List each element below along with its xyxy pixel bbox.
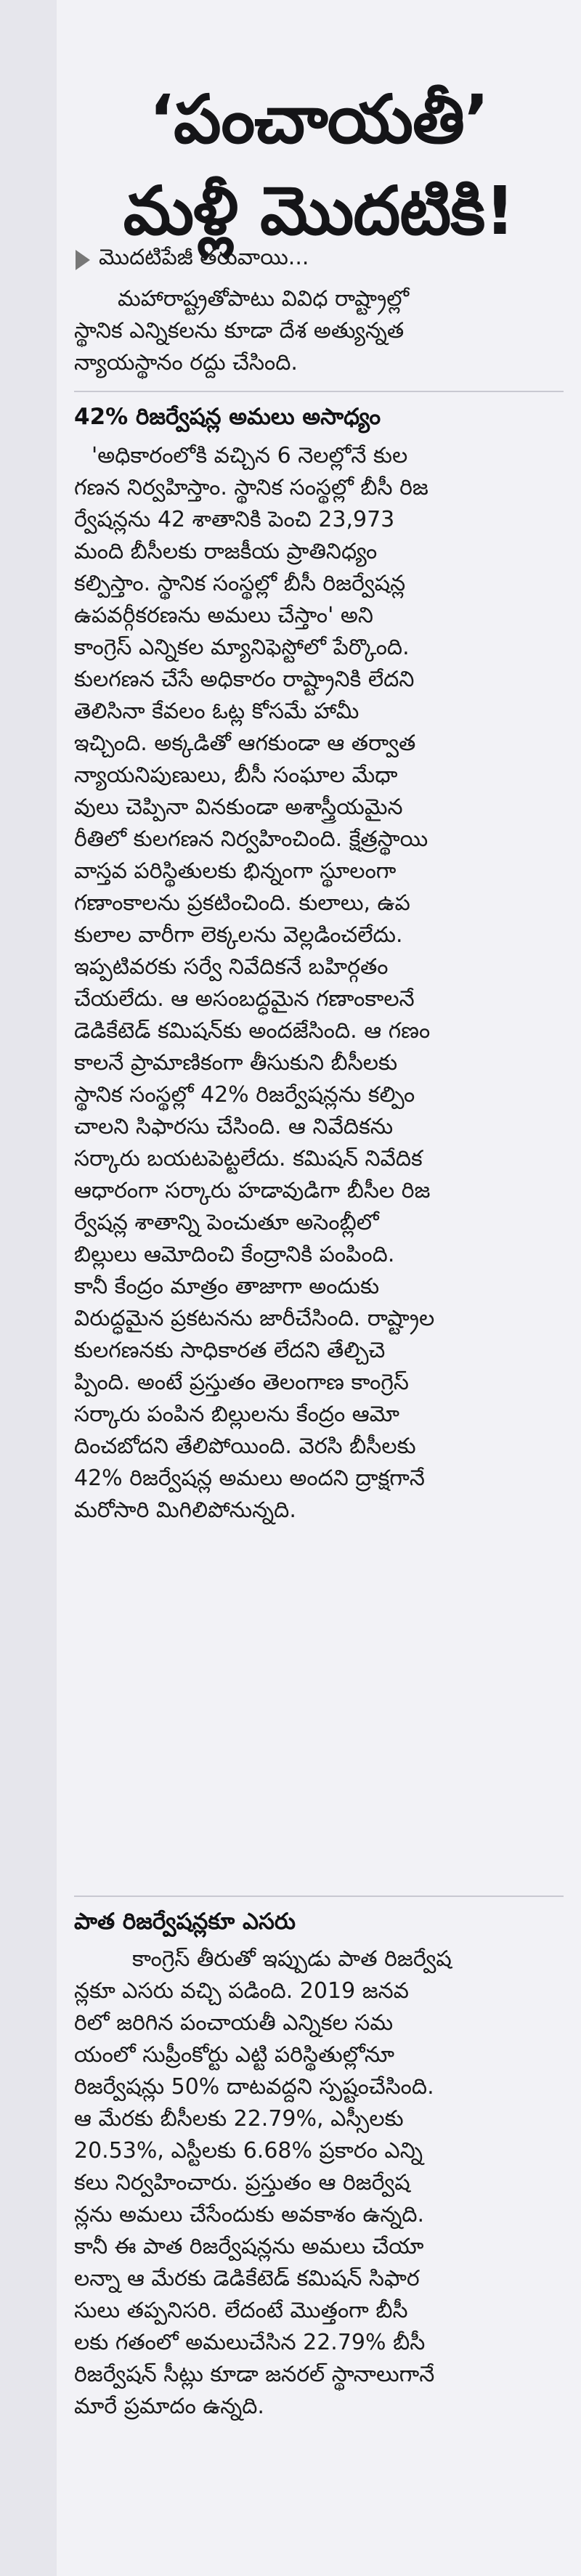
text-line: ఇప్పటివరకు సర్వే నివేదికనే బహిర్గతం [74, 954, 389, 980]
headline-line-1: ‘పంచాయతీ’ [149, 80, 489, 158]
text-line: చేయలేదు. ఆ అసంబద్ధమైన గణాంకాలనే [74, 986, 415, 1012]
text-line: 'అధికారంలోకి వచ్చిన 6 నెలల్లోనే కుల [92, 443, 408, 468]
text-line: రీతిలో కులగణన నిర్వహించింది. క్షేత్రస్థాయి [74, 826, 428, 852]
text-line: సర్కారు పంపిన బిల్లులను కేంద్రం ఆమో [74, 1402, 400, 1427]
text-line: దించబోదని తేలిపోయింది. వెరసి బీసీలకు [74, 1434, 416, 1459]
text-line: కాంగ్రెస్ ఎన్నికల మ్యానిఫెస్టోలో పేర్కొంది. [74, 635, 410, 660]
text-line: వులు చెప్పినా వినకుండా అశాస్త్రీయమైన [74, 795, 403, 820]
text-line: ఇచ్చింది. అక్కడితో ఆగకుండా ఆ తర్వాత [74, 731, 416, 756]
text-line: మరోసారి మిగిలిపోనున్నది. [74, 1498, 296, 1523]
section-1-body [74, 440, 564, 1527]
section-heading-1: 42% రిజర్వేషన్ల అమలు అసాధ్యం [74, 404, 381, 430]
text-line: రిజర్వేషన్ సీట్లు కూడా జనరల్ స్థానాలుగానే [74, 2362, 435, 2387]
text-line: రిజర్వేషన్లు 50% దాటవద్దని స్పష్టంచేసింది. [74, 2074, 434, 2100]
text-line: ర్వేషన్లను 42 శాతానికి పెంచి 23,973 [74, 507, 395, 532]
continued-label: మొదటిపేజీ తరువాయి... [99, 245, 309, 270]
text-line: కాంగ్రెస్ తీరుతో ఇప్పుడు పాత రిజర్వేష [132, 1946, 452, 1972]
text-line: తెలిసినా కేవలం ఓట్ల కోసమే హామీ [74, 699, 359, 724]
text-line: రిలో జరిగిన పంచాయతీ ఎన్నికల సమ [74, 2010, 394, 2036]
text-line: కులగణన చేసే అధికారం రాష్ట్రానికి లేదని [74, 667, 415, 692]
text-line: సర్కారు బయటపెట్టలేదు. కమిషన్ నివేదిక [74, 1146, 423, 1171]
text-line: యంలో సుప్రీంకోర్టు ఎట్టి పరిస్థితుల్లోనూ [74, 2042, 395, 2068]
text-line: న్లకూ ఎసరు వచ్చి పడింది. 2019 జనవ [74, 1978, 410, 2004]
text-line: కాలనే ప్రామాణికంగా తీసుకుని బీసీలకు [74, 1050, 398, 1076]
continued-from-front-page [76, 244, 309, 276]
text-line: ర్వేషన్ల శాతాన్ని పెంచుతూ అసెంబ్లీలో [74, 1210, 379, 1235]
text-line: న్యాయనిపుణులు, బీసీ సంఘాల మేధా [74, 763, 398, 788]
text-line: డెడికేటెడ్ కమిషన్‌కు అందజేసింది. ఆ గణం [74, 1018, 431, 1044]
text-line: ప్పింది. అంటే ప్రస్తుతం తెలంగాణ కాంగ్రెస్ [74, 1370, 409, 1395]
text-line: ఆ మేరకు బీసీలకు 22.79%, ఎస్సీలకు [74, 2106, 404, 2132]
text-line: వాస్తవ పరిస్థితులకు భిన్నంగా స్థూలంగా [74, 858, 397, 884]
intro-paragraph [74, 283, 564, 379]
text-line: న్లను అమలు చేసేందుకు అవకాశం ఉన్నది. [74, 2202, 425, 2227]
text-line: కల్పిస్తాం. స్థానిక సంస్థల్లో బీసీ రిజర్వేషన్ల [74, 571, 406, 596]
text-line: కులగణనకు సాధికారత లేదని తేల్చిచె [74, 1338, 386, 1363]
text-line: మహారాష్ట్రతోపాటు వివిధ రాష్ట్రాల్లో [118, 286, 410, 312]
text-line: సులు తప్పనిసరి. లేదంటే మొత్తంగా బీసీ [74, 2298, 408, 2323]
section-2-body [74, 1943, 564, 2423]
text-line: కానీ కేంద్రం మాత్రం తాజాగా అందుకు [74, 1274, 380, 1299]
triangle-arrow-icon [76, 250, 90, 270]
text-line: గణాంకాలను ప్రకటించింది. కులాలు, ఉప [74, 890, 410, 916]
text-line: బిల్లులు ఆమోదించి కేంద్రానికి పంపింది. [74, 1242, 395, 1267]
text-line: లకు గతంలో అమలుచేసిన 22.79% బీసీ [74, 2330, 426, 2355]
headline-line-2: మళ్లీ మొదటికి! [123, 171, 515, 250]
text-line: కులాల వారీగా లెక్కలను వెల్లడించలేదు. [74, 922, 403, 948]
section-divider [74, 1896, 564, 1897]
text-line: కలు నిర్వహించారు. ప్రస్తుతం ఆ రిజర్వేష [74, 2170, 410, 2195]
text-line: 42% రిజర్వేషన్ల అమలు అందని ద్రాక్షగానే [74, 1466, 425, 1491]
section-divider [74, 391, 564, 392]
text-line: లన్నా ఆ మేరకు డెడికేటెడ్ కమిషన్ సిఫార [74, 2266, 420, 2291]
article-headline [57, 74, 581, 257]
text-line: స్థానిక సంస్థల్లో 42% రిజర్వేషన్లను కల్పిం [74, 1082, 415, 1108]
text-line: ఆధారంగా సర్కారు హడావుడిగా బీసీల రిజ [74, 1178, 431, 1203]
section-heading-2: పాత రిజర్వేషన్లకూ ఎసరు [74, 1909, 296, 1935]
text-line: విరుద్ధమైన ప్రకటనను జారీచేసింది. రాష్ట్రాల [74, 1306, 435, 1331]
text-line: స్థానిక ఎన్నికలను కూడా దేశ అత్యున్నత [74, 318, 405, 344]
text-line: మారే ప్రమాదం ఉన్నది. [74, 2394, 264, 2419]
text-line: చాలని సిఫారసు చేసింది. ఆ నివేదికను [74, 1114, 394, 1139]
newspaper-page [57, 0, 581, 2576]
text-line: 20.53%, ఎస్టీలకు 6.68% ప్రకారం ఎన్ని [74, 2138, 423, 2163]
text-line: కానీ ఈ పాత రిజర్వేషన్లను అమలు చేయా [74, 2234, 424, 2259]
text-line: ఉపవర్గీకరణను అమలు చేస్తాం' అని [74, 603, 373, 628]
text-line: న్యాయస్థానం రద్దు చేసింది. [74, 350, 298, 375]
text-line: గణన నిర్వహిస్తాం. స్థానిక సంస్థల్లో బీసీ రిజ [74, 475, 428, 500]
text-line: మంది బీసీలకు రాజకీయ ప్రాతినిధ్యం [74, 539, 378, 564]
